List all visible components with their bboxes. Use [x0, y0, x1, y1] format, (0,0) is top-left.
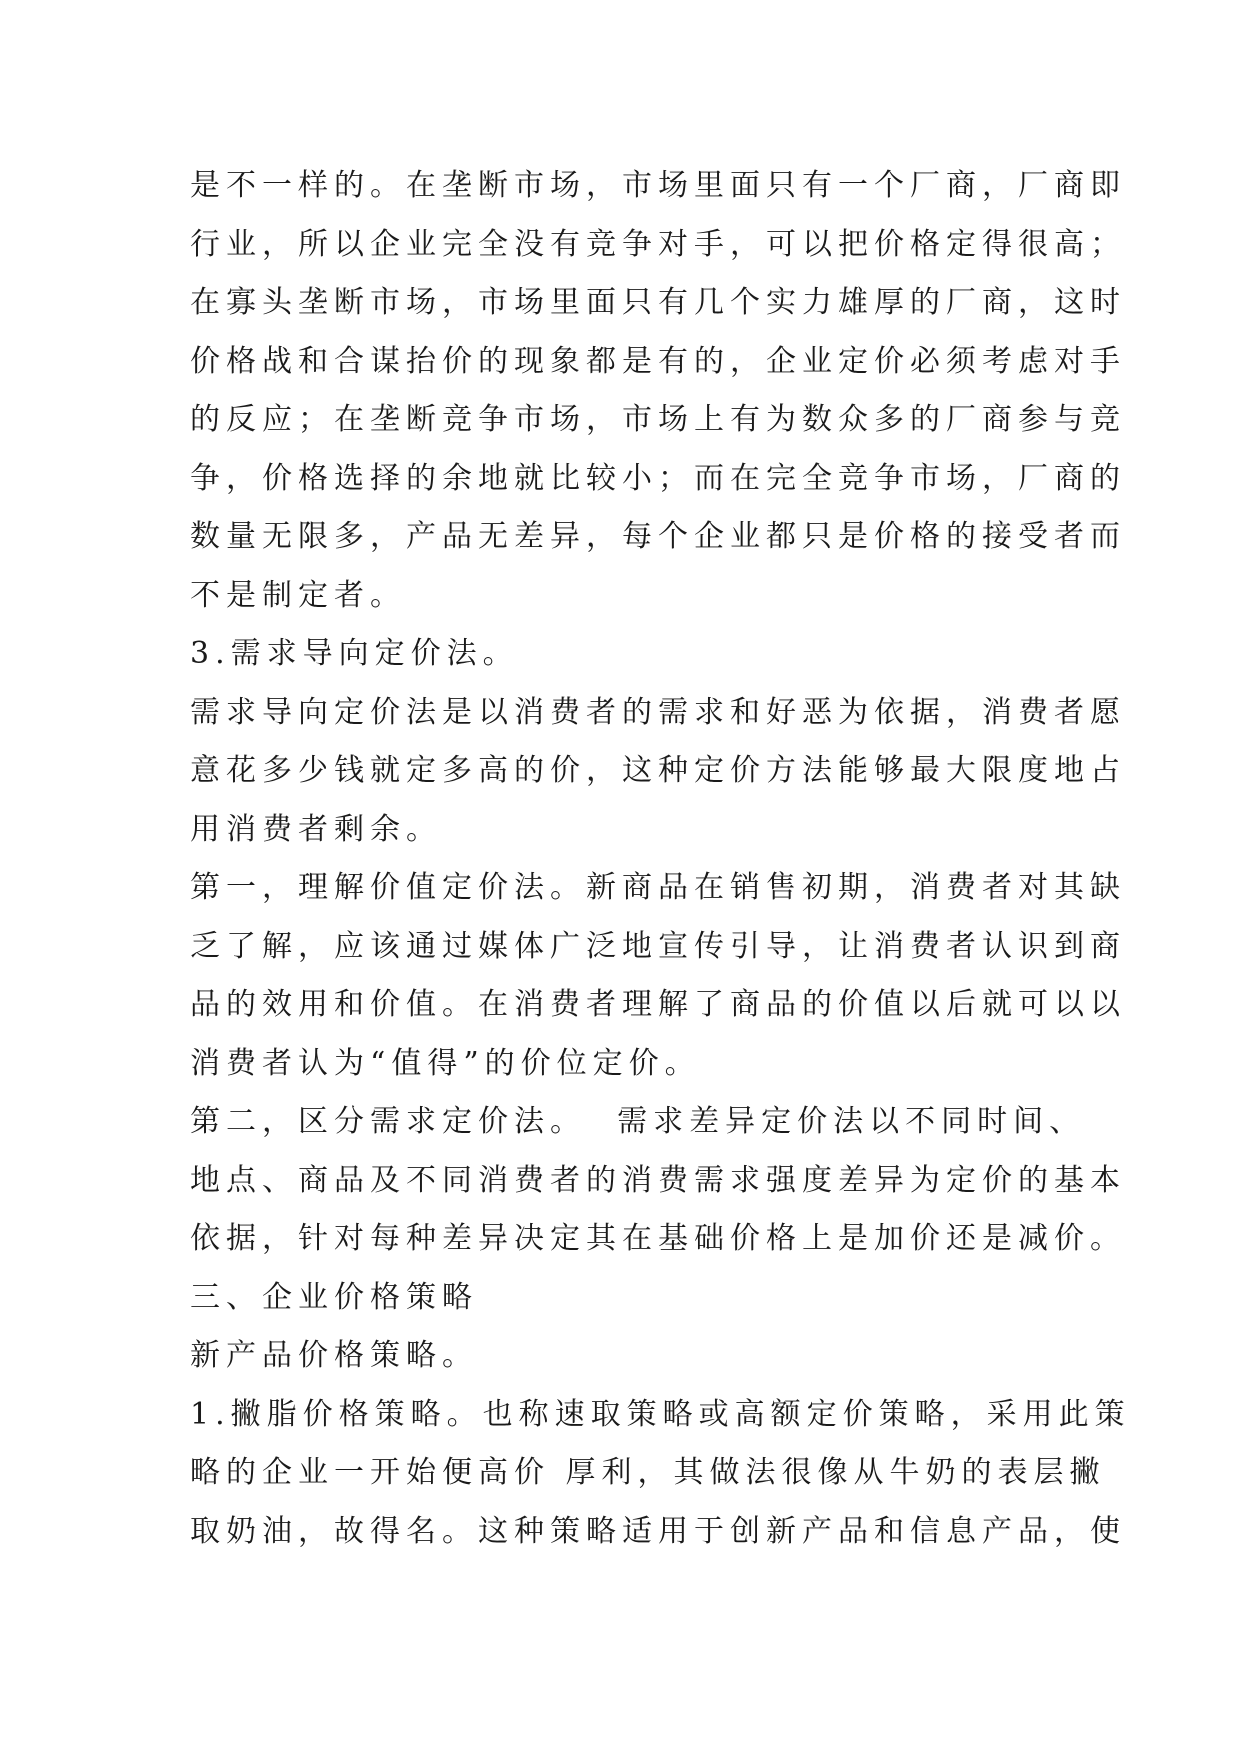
text-line: 的反应；在垄断竞争市场，市场上有为数众多的厂商参与竞	[190, 402, 1126, 437]
text-line: 消费者认为“值得”的价位定价。	[190, 1045, 701, 1081]
text-line: 争，价格选择的余地就比较小；而在完全竞争市场，厂商的	[190, 460, 1126, 496]
section-heading: 3.需求导向定价法。	[190, 636, 519, 671]
text-line: 取奶油，故得名。这种策略适用于创新产品和信息产品，使	[190, 1513, 1126, 1549]
text-line: 第二，区分需求定价法。 需求差异定价法以不同时间、	[190, 1104, 1086, 1139]
document-body	[190, 157, 1131, 1561]
text-line: 品的效用和价值。在消费者理解了商品的价值以后就可以以	[190, 987, 1126, 1022]
text-line: 需求导向定价法是以消费者的需求和好恶为依据，消费者愿	[190, 694, 1126, 730]
subsection-heading: 新产品价格策略。	[190, 1338, 478, 1373]
text-line: 地点、商品及不同消费者的消费需求强度差异为定价的基本	[190, 1162, 1126, 1198]
text-line: 略的企业一开始便高价 厚利，其做法很像从牛奶的表层撇	[190, 1455, 1106, 1490]
text-line: 乏了解，应该通过媒体广泛地宣传引导，让消费者认识到商	[190, 928, 1126, 964]
text-line: 用消费者剩余。	[190, 811, 442, 847]
text-line: 是不一样的。在垄断市场，市场里面只有一个厂商，厂商即	[190, 168, 1126, 203]
section-heading: 三、企业价格策略	[190, 1279, 478, 1315]
text-line: 价格战和合谋抬价的现象都是有的，企业定价必须考虑对手	[190, 343, 1126, 379]
text-line: 数量无限多，产品无差异，每个企业都只是价格的接受者而	[190, 519, 1126, 554]
text-line: 在寡头垄断市场，市场里面只有几个实力雄厚的厂商，这时	[190, 285, 1126, 320]
text-line: 行业，所以企业完全没有竞争对手，可以把价格定得很高；	[190, 226, 1126, 262]
text-line: 不是制定者。	[190, 577, 406, 613]
text-line: 1.撇脂价格策略。也称速取策略或高额定价策略，采用此策	[190, 1396, 1131, 1432]
text-line: 依据，针对每种差异决定其在基础价格上是加价还是减价。	[190, 1221, 1126, 1256]
text-line: 第一，理解价值定价法。新商品在销售初期，消费者对其缺	[190, 870, 1126, 905]
text-line: 意花多少钱就定多高的价，这种定价方法能够最大限度地占	[190, 753, 1126, 788]
